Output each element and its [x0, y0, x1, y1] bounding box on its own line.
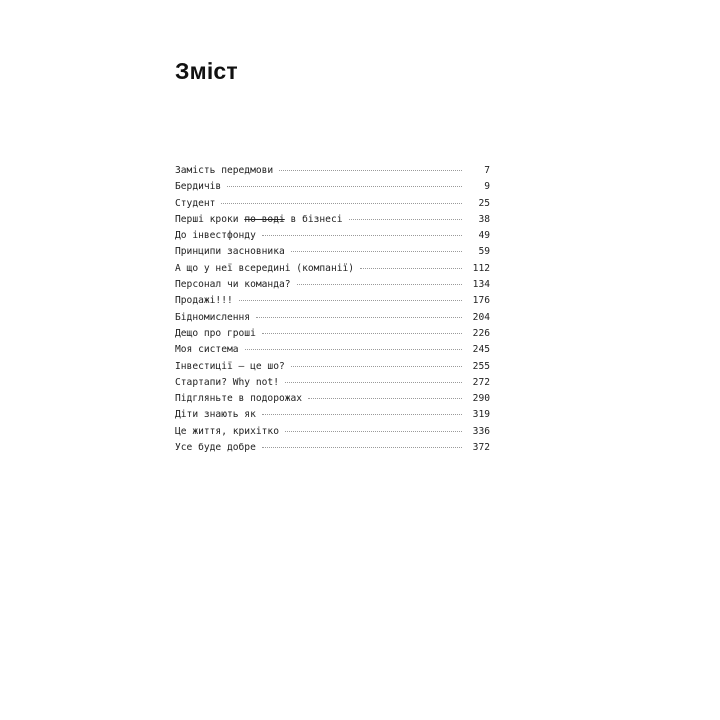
- toc-entry-title: Підгляньте в подорожах: [175, 393, 303, 405]
- toc-entry-title: Принципи засновника: [175, 246, 285, 258]
- toc-entry-page: 290: [472, 393, 490, 405]
- toc-entry-page: 245: [472, 344, 490, 356]
- toc-entry-title: Усе буде добре: [175, 442, 256, 454]
- toc-entry-page: 49: [478, 230, 490, 242]
- toc-entry: [175, 442, 490, 458]
- struck-through-text: по воді: [244, 213, 285, 225]
- dot-leader: [262, 235, 462, 236]
- toc-entry: [175, 328, 490, 344]
- toc-entry-page: 372: [472, 442, 490, 454]
- dot-leader: [262, 447, 462, 448]
- toc-entry: [175, 426, 490, 442]
- table-of-contents: [175, 165, 490, 458]
- toc-entry-page: 272: [472, 376, 490, 388]
- toc-entry-title: Персонал чи команда?: [175, 279, 291, 291]
- dot-leader: [291, 366, 462, 367]
- toc-entry-title: Продажі!!!: [175, 295, 233, 307]
- toc-entry: [175, 246, 490, 262]
- toc-entry-page: 7: [484, 165, 490, 176]
- toc-entry: [175, 263, 490, 279]
- toc-entry-page: 336: [472, 425, 490, 437]
- toc-entry-page: 319: [472, 409, 490, 421]
- toc-entry-page: 9: [484, 181, 490, 193]
- toc-entry: [175, 295, 490, 311]
- dot-leader: [285, 382, 462, 383]
- toc-entry-page: 25: [478, 197, 490, 209]
- toc-entry-title: Моя система: [175, 344, 239, 356]
- toc-entry: [175, 393, 490, 409]
- toc-entry: [175, 230, 490, 246]
- dot-leader: [245, 349, 462, 350]
- dot-leader: [221, 203, 462, 204]
- toc-entry-page: 176: [472, 295, 490, 307]
- toc-entry-title: Бердичів: [175, 181, 222, 193]
- toc-entry-page: 112: [472, 262, 490, 274]
- toc-entry-title: Це життя, крихітко: [175, 425, 279, 437]
- toc-entry-page: 134: [472, 279, 490, 291]
- toc-entry-page: 226: [472, 327, 490, 339]
- toc-entry: [175, 409, 490, 425]
- toc-entry: [175, 312, 490, 328]
- dot-leader: [239, 300, 462, 301]
- toc-entry: [175, 165, 490, 181]
- toc-entry-title-part: Перші кроки: [175, 213, 245, 225]
- toc-entry-title-part: в бізнесі: [284, 213, 343, 225]
- toc-entry: [175, 198, 490, 214]
- toc-entry: [175, 361, 490, 377]
- dot-leader: [291, 251, 462, 252]
- toc-entry-title: Дещо про гроші: [175, 327, 256, 339]
- dot-leader: [262, 414, 462, 415]
- dot-leader: [360, 268, 462, 269]
- dot-leader: [349, 219, 462, 220]
- toc-entry: [175, 181, 490, 197]
- toc-entry-title: [175, 214, 343, 225]
- toc-entry: [175, 377, 490, 393]
- toc-entry-page: 38: [478, 213, 490, 225]
- toc-entry-page: 255: [472, 360, 490, 372]
- dot-leader: [297, 284, 462, 285]
- dot-leader: [308, 398, 462, 399]
- dot-leader: [256, 317, 462, 318]
- toc-entry: [175, 279, 490, 295]
- toc-entry: [175, 214, 490, 230]
- toc-entry-title: Діти знають як: [175, 409, 256, 421]
- toc-entry-title: До інвестфонду: [175, 230, 256, 242]
- page-title: Зміст: [175, 58, 238, 84]
- dot-leader: [227, 186, 462, 187]
- toc-entry-title: Замість передмови: [175, 165, 274, 176]
- dot-leader: [279, 170, 462, 171]
- toc-entry-title: Стартапи? Why not!: [175, 376, 279, 388]
- toc-entry-title: А що у неї всередині (компанії): [175, 262, 355, 274]
- toc-entry-title: Інвестиції — це шо?: [175, 360, 285, 372]
- dot-leader: [285, 431, 462, 432]
- toc-entry-page: 59: [478, 246, 490, 258]
- toc-entry: [175, 344, 490, 360]
- toc-entry-title: Студент: [175, 197, 216, 209]
- toc-entry-title: Бідномислення: [175, 311, 251, 323]
- toc-entry-page: 204: [472, 311, 490, 323]
- dot-leader: [262, 333, 462, 334]
